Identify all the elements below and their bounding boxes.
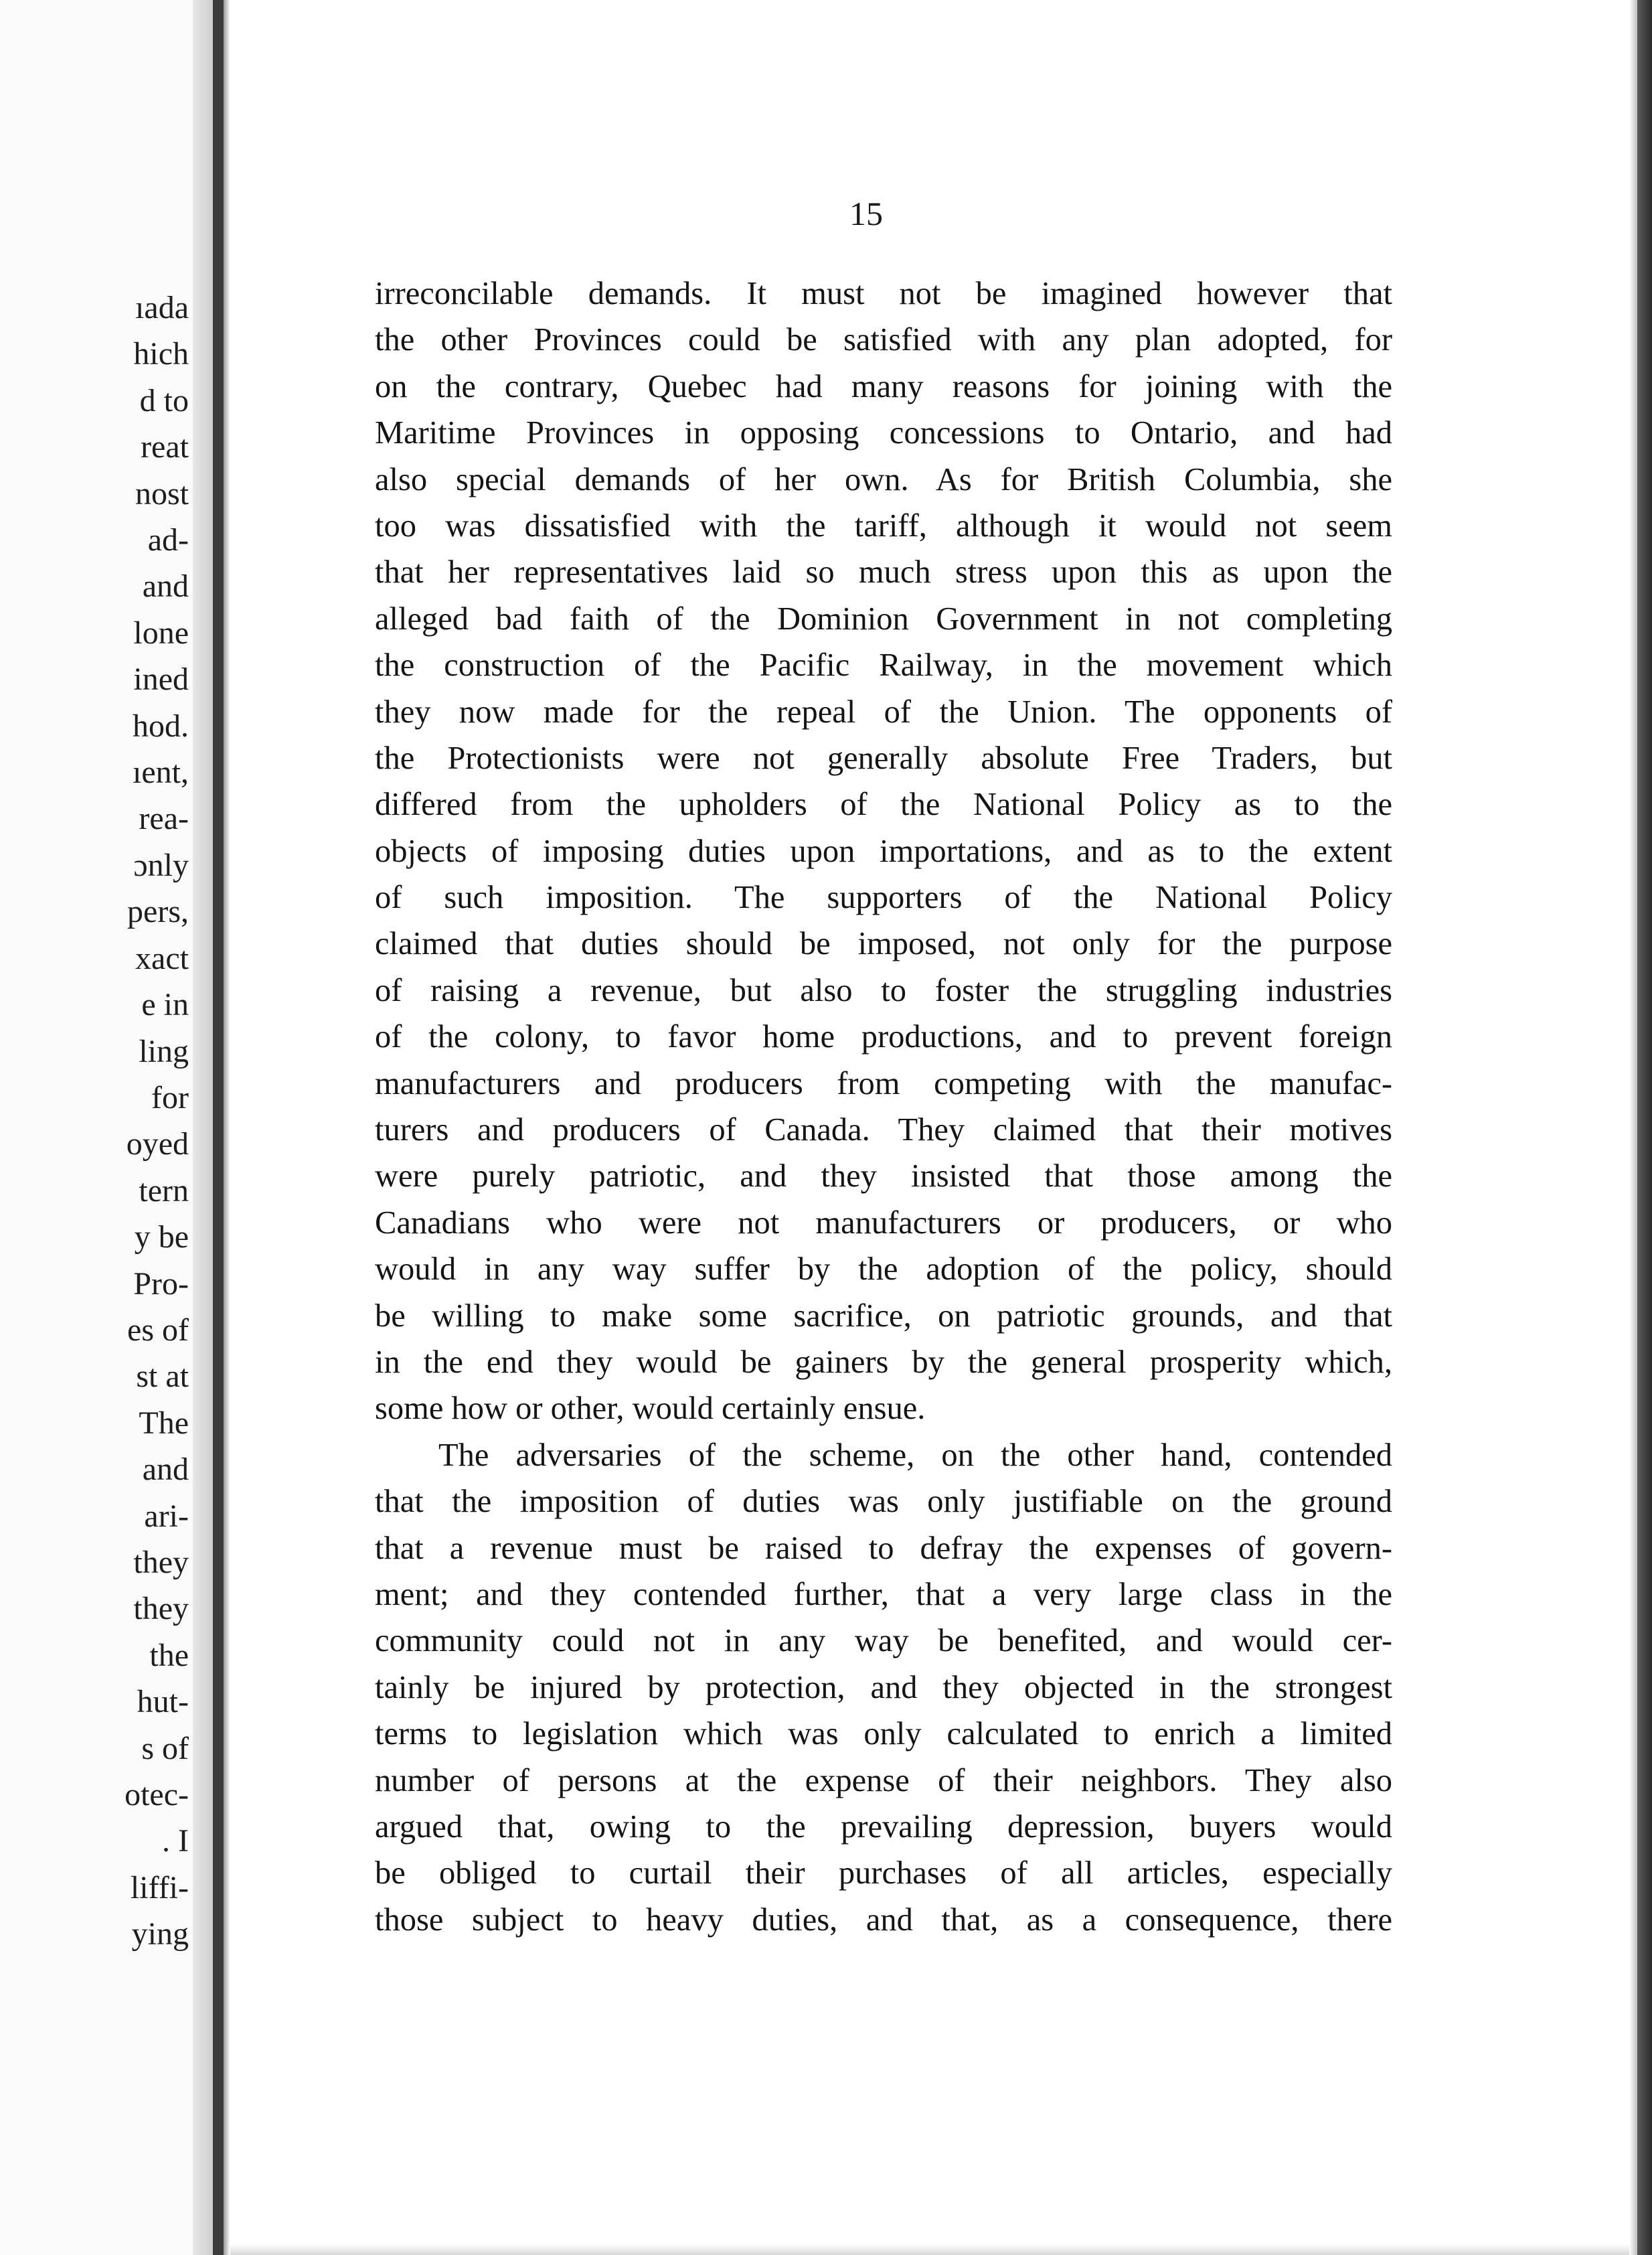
facing-page-line: Pro- bbox=[133, 1265, 189, 1302]
text-line: that her representatives laid so much stress upon this as upon the bbox=[375, 554, 1392, 591]
page-number: 15 bbox=[849, 195, 883, 232]
facing-page-line: the bbox=[149, 1637, 189, 1673]
facing-page-line: s of bbox=[141, 1730, 189, 1766]
text-line: of the colony, to favor home productions, and to prevent foreign bbox=[375, 1019, 1392, 1055]
facing-page-fragment bbox=[0, 0, 193, 2255]
facing-page-line: The bbox=[139, 1405, 189, 1441]
text-line: differed from the upholders of the National Policy as to the bbox=[375, 787, 1392, 823]
text-line: argued that, owing to the prevailing depression, buyers would bbox=[375, 1808, 1392, 1845]
facing-page-line: es of bbox=[127, 1312, 189, 1348]
text-line: be willing to make some sacrifice, on patriotic grounds, and that bbox=[375, 1298, 1392, 1334]
paragraph bbox=[375, 1432, 1392, 1943]
text-line: Canadians who were not manufacturers or producers, or who bbox=[375, 1204, 1392, 1241]
facing-page-line: e in bbox=[141, 987, 189, 1023]
book-gutter bbox=[193, 0, 213, 2255]
facing-page-line: they bbox=[133, 1544, 189, 1580]
facing-page-line: ıada bbox=[135, 290, 189, 325]
facing-page-line: y be bbox=[134, 1219, 189, 1255]
text-line: community could not in any way be benefited, and would cer- bbox=[375, 1623, 1392, 1659]
facing-page-line: reat bbox=[141, 429, 189, 465]
text-line: some how or other, would certainly ensue. bbox=[375, 1391, 926, 1427]
facing-page-text bbox=[125, 285, 189, 1958]
facing-page-line: ling bbox=[139, 1033, 189, 1069]
text-line: number of persons at the expense of their neighbors. They also bbox=[375, 1762, 1392, 1798]
facing-page-line: tern bbox=[139, 1172, 189, 1209]
binding-shadow bbox=[213, 0, 224, 2255]
facing-page-line: ined bbox=[133, 662, 189, 698]
text-line: would in any way suffer by the adoption of the policy, should bbox=[375, 1251, 1392, 1288]
text-line: alleged bad faith of the Dominion Government in not completing bbox=[375, 601, 1392, 637]
text-line: were purely patriotic, and they insisted that those among the bbox=[375, 1158, 1392, 1194]
facing-page-line: d to bbox=[139, 382, 189, 418]
facing-page-line: hut- bbox=[137, 1684, 189, 1720]
text-line: tainly be injured by protection, and they objected in the strongest bbox=[375, 1669, 1392, 1705]
facing-page-line: otec- bbox=[125, 1777, 189, 1812]
facing-page-line: ad- bbox=[147, 522, 189, 558]
text-line: in the end they would be gainers by the general prosperity which, bbox=[375, 1344, 1392, 1380]
body-text bbox=[375, 270, 1392, 1943]
text-line: ment; and they contended further, that a very large class in the bbox=[375, 1576, 1392, 1612]
facing-page-line: for bbox=[151, 1079, 189, 1115]
text-line: that the imposition of duties was only justifiable on the ground bbox=[375, 1484, 1392, 1520]
text-line: too was dissatisfied with the tariff, although it would not seem bbox=[375, 508, 1392, 544]
facing-page-line: xact bbox=[135, 940, 189, 976]
text-line: be obliged to curtail their purchases of all articles, especially bbox=[375, 1855, 1392, 1891]
facing-page-line: hich bbox=[133, 336, 189, 372]
text-line: terms to legislation which was only calculated to enrich a limited bbox=[375, 1716, 1392, 1752]
text-line: the other Provinces could be satisfied with any plan adopted, for bbox=[375, 322, 1392, 358]
text-line: on the contrary, Quebec had many reasons for joining with the bbox=[375, 368, 1392, 404]
text-line: also special demands of her own. As for British Columbia, she bbox=[375, 461, 1392, 497]
text-line: those subject to heavy duties, and that, as a consequence, there bbox=[375, 1901, 1392, 1938]
text-line: the construction of the Pacific Railway, in the movement which bbox=[375, 647, 1392, 684]
page-edge-highlight bbox=[1629, 0, 1637, 2255]
text-line: Maritime Provinces in opposing concessions to Ontario, and had bbox=[375, 415, 1392, 451]
facing-page-line: lone bbox=[133, 615, 189, 651]
facing-page-line: ıent, bbox=[133, 755, 189, 791]
facing-page-line: nost bbox=[135, 475, 189, 512]
page-bottom-shade bbox=[230, 2244, 1629, 2255]
page-curl-shadow bbox=[224, 0, 230, 2255]
text-line: manufacturers and producers from competing with the manufac- bbox=[375, 1065, 1392, 1101]
text-line: the Protectionists were not generally absolute Free Traders, but bbox=[375, 740, 1392, 776]
facing-page-line: rea- bbox=[139, 801, 189, 837]
scan-border-right bbox=[1637, 0, 1652, 2255]
paragraph bbox=[375, 270, 1392, 1432]
facing-page-line: they bbox=[133, 1591, 189, 1627]
facing-page-line: hod. bbox=[133, 708, 189, 744]
facing-page-line: ying bbox=[131, 1916, 189, 1952]
facing-page-line: pers, bbox=[127, 894, 189, 930]
text-line: The adversaries of the scheme, on the other hand, contended bbox=[438, 1437, 1392, 1473]
facing-page-line: oyed bbox=[126, 1126, 189, 1162]
text-line: they now made for the repeal of the Union. The opponents of bbox=[375, 694, 1392, 730]
text-line: claimed that duties should be imposed, not only for the purpose bbox=[375, 926, 1392, 962]
facing-page-line: and bbox=[142, 568, 189, 605]
facing-page-line: st at bbox=[136, 1358, 189, 1395]
facing-page-line: liffi- bbox=[130, 1869, 189, 1906]
text-line: that a revenue must be raised to defray the expenses of govern- bbox=[375, 1530, 1392, 1566]
text-line: of raising a revenue, but also to foster the struggling industries bbox=[375, 972, 1392, 1008]
facing-page-line: and bbox=[142, 1452, 189, 1488]
facing-page-line: ari- bbox=[144, 1498, 189, 1534]
facing-page-line: . I bbox=[162, 1823, 189, 1859]
facing-page-line: ɔnly bbox=[133, 847, 189, 883]
text-line: irreconcilable demands. It must not be imagined however that bbox=[375, 276, 1392, 311]
text-line: of such imposition. The supporters of the National Policy bbox=[375, 880, 1392, 916]
text-line: turers and producers of Canada. They claimed that their motives bbox=[375, 1112, 1392, 1148]
text-line: objects of imposing duties upon importations, and as to the extent bbox=[375, 833, 1392, 869]
